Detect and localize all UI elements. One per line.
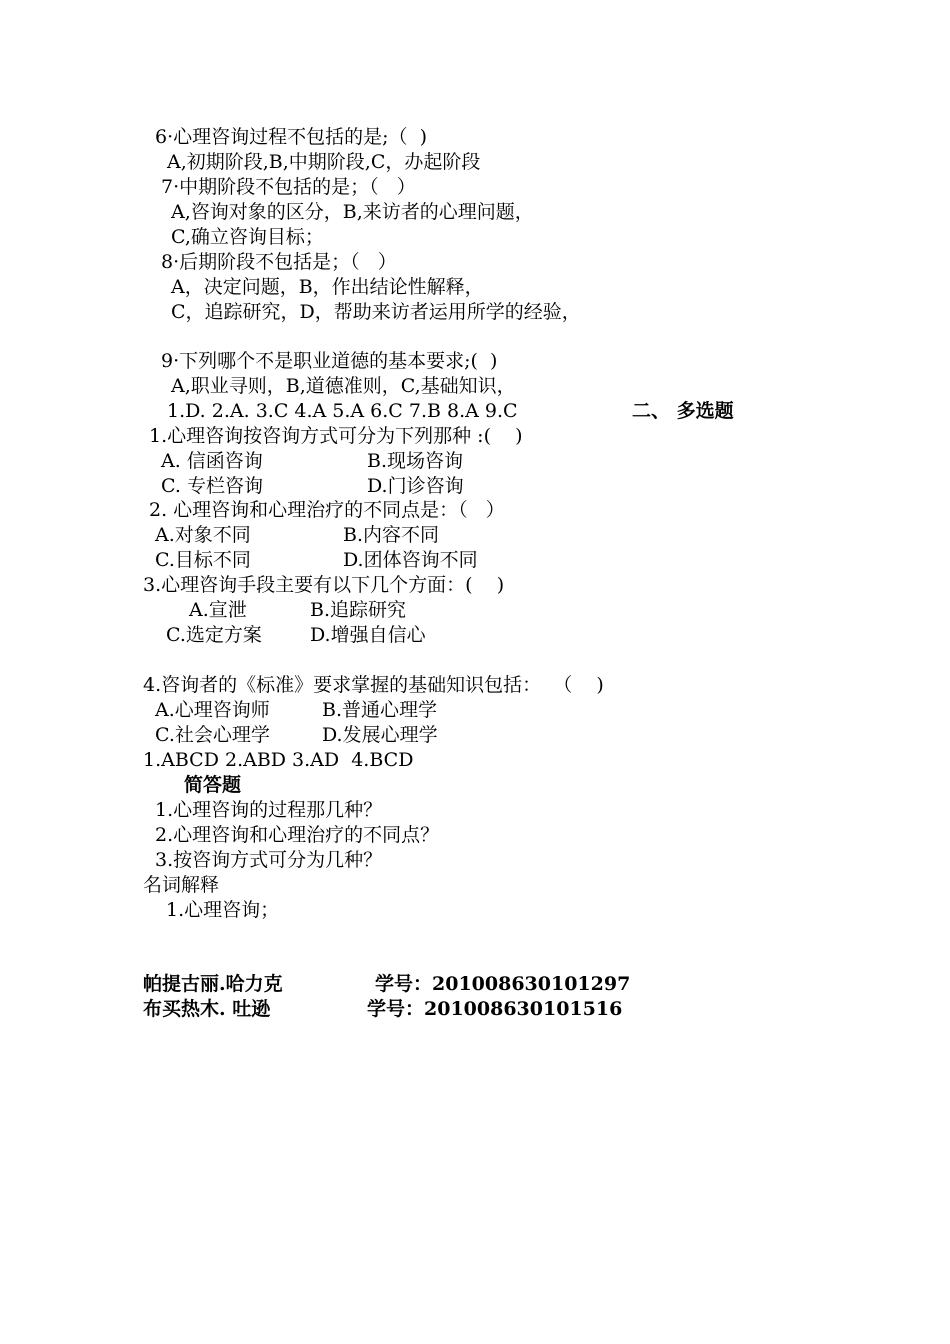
short-answer-question-3: 3.按咨询方式可分为几种？ xyxy=(155,849,383,871)
mc-question-3-option-b: B.追踪研究 xyxy=(310,599,407,621)
mc-question-3-option-d: D.增强自信心 xyxy=(310,624,426,646)
question-7-option-c: C,确立咨询目标； xyxy=(171,226,324,248)
question-8: 8·后期阶段不包括是；（ ） xyxy=(161,251,397,273)
section-heading-multiple-choice: 二、 多选题 xyxy=(632,400,734,422)
mc-question-2-option-c: C.目标不同 xyxy=(155,549,251,571)
author-2-student-id: 学号：201008630101516 xyxy=(367,998,623,1020)
section-heading-short-answer: 简答题 xyxy=(184,774,242,796)
mc-question-1-option-b: B.现场咨询 xyxy=(367,450,464,472)
mc-question-3: 3.心理咨询手段主要有以下几个方面：( ) xyxy=(143,574,505,596)
question-7-options-a-b: A,咨询对象的区分，B,来访者的心理问题， xyxy=(171,201,534,223)
mc-question-4-option-a: A.心理咨询师 xyxy=(155,699,270,721)
question-7: 7·中期阶段不包括的是；（ ） xyxy=(161,176,416,198)
mc-question-2-option-b: B.内容不同 xyxy=(343,524,440,546)
mc-question-4-option-d: D.发展心理学 xyxy=(322,724,438,746)
mc-question-4-option-c: C.社会心理学 xyxy=(155,724,270,746)
question-9-options: A,职业寻则，B,道德准则，C,基础知识， xyxy=(171,375,516,397)
author-1-student-id: 学号：201008630101297 xyxy=(375,973,631,995)
author-2-name: 布买热木. 吐逊 xyxy=(143,998,271,1020)
mc-question-1: 1.心理咨询按咨询方式可分为下列那种 :( ) xyxy=(149,425,523,447)
multiple-choice-answers: 1.ABCD 2.ABD 3.AD 4.BCD xyxy=(143,749,414,771)
question-6-options: A,初期阶段,B,中期阶段,C，办起阶段 xyxy=(167,151,481,173)
section-heading-term-definition: 名词解释 xyxy=(143,874,220,896)
short-answer-question-2: 2.心理咨询和心理治疗的不同点？ xyxy=(155,824,440,846)
mc-question-2-option-d: D.团体咨询不同 xyxy=(343,549,478,571)
mc-question-4: 4.咨询者的《标准》要求掌握的基础知识包括： （ ) xyxy=(143,674,604,696)
term-definition-item-1: 1.心理咨询； xyxy=(166,899,280,921)
question-8-options-c-d: C，追踪研究，D，帮助来访者运用所学的经验， xyxy=(171,301,581,323)
mc-question-1-option-a: A. 信函咨询 xyxy=(161,450,263,472)
mc-question-1-option-c: C. 专栏咨询 xyxy=(161,475,263,497)
mc-question-4-option-b: B.普通心理学 xyxy=(322,699,438,721)
question-8-options-a-b: A，决定问题，B，作出结论性解释， xyxy=(171,276,484,298)
mc-question-3-option-c: C.选定方案 xyxy=(166,624,262,646)
question-9: 9·下列哪个不是职业道德的基本要求;( ) xyxy=(161,350,498,372)
mc-question-1-option-d: D.门诊咨询 xyxy=(367,475,464,497)
mc-question-2-option-a: A.对象不同 xyxy=(155,524,251,546)
author-1-name: 帕提古丽.哈力克 xyxy=(143,973,283,995)
question-6: 6·心理咨询过程不包括的是;（ ) xyxy=(155,126,428,148)
mc-question-2: 2. 心理咨询和心理治疗的不同点是：（ ） xyxy=(149,499,505,521)
single-choice-answers: 1.D. 2.A. 3.C 4.A 5.A 6.C 7.B 8.A 9.C xyxy=(167,400,518,422)
short-answer-question-1: 1.心理咨询的过程那几种？ xyxy=(155,799,383,821)
mc-question-3-option-a: A.宣泄 xyxy=(189,599,247,621)
